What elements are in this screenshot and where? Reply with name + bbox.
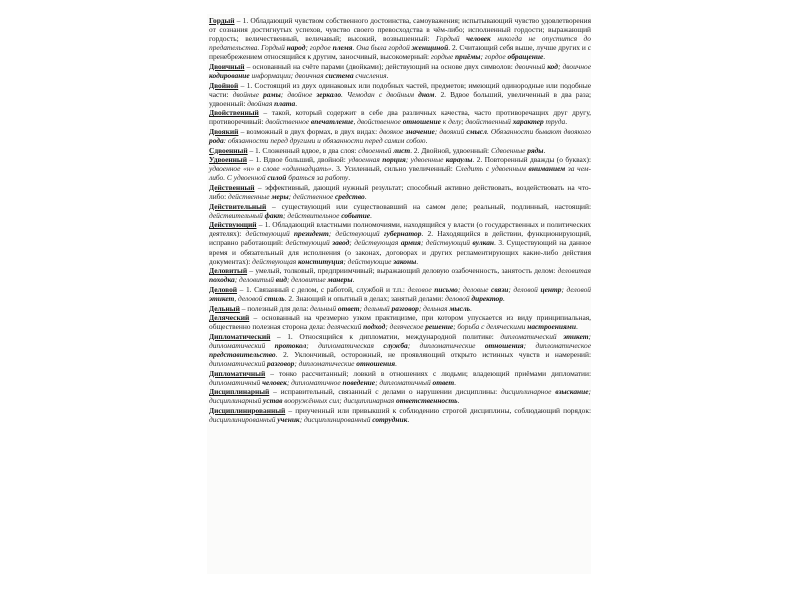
entry-headword: Двоичный <box>209 61 245 71</box>
dictionary-entry <box>209 81 591 108</box>
example-keyword: лист <box>393 145 411 155</box>
example-text: ; действующие <box>343 256 394 266</box>
example-keyword: зеркало <box>316 89 342 99</box>
definition-text: . <box>364 192 367 202</box>
definition-text: . 2. Считающий себя выше, лучше других и с пренебрежением относящийся к другим, заносчивый, высокомерный: <box>209 43 591 62</box>
definition-text: – 1. Связанный с делом, с работой, службой и т.п.: <box>237 284 408 294</box>
definition-text: . <box>348 173 351 183</box>
definition-text: . 2. Повторенный дважды (о буквах): <box>472 155 591 165</box>
definition-text: – приученный или привыкший к соблюдению строгой дисциплины, соблюдающий порядок: <box>285 406 591 416</box>
example-text: деловое <box>407 284 435 294</box>
example-text: ; дипломатические <box>407 340 485 350</box>
example-keyword: рода <box>209 135 224 145</box>
example-keyword: взыскание <box>555 387 589 397</box>
example-keyword: ответственность <box>396 396 458 406</box>
example-keyword: средство <box>335 192 365 202</box>
dictionary-entry <box>209 406 591 424</box>
dictionary-column <box>207 14 591 424</box>
example-keyword: народ <box>286 43 306 53</box>
example-text: ; дисциплинарный <box>209 387 591 406</box>
definition-text: – полезный для дела: <box>239 303 311 313</box>
example-text: . Обязанности бывают двоякого <box>486 126 591 136</box>
example-keyword: вниманием <box>528 164 566 174</box>
dictionary-entry <box>209 220 591 265</box>
example-text: двоякое <box>379 126 406 136</box>
definition-text: – 1. Обладающий властными полномочиями, находящийся у власти (о государственных и политических деятелях): <box>209 220 591 239</box>
example-text: ; деловой <box>561 284 591 294</box>
definition-text: . 2. Вдвое больший, увеличенный в два раза; удвоенный: <box>209 89 591 108</box>
entry-headword: Дисциплинарный <box>209 387 270 397</box>
example-keyword: отношения <box>356 359 396 369</box>
example-keyword: смысл <box>466 126 487 136</box>
example-text: ; дисциплинированный <box>299 415 373 425</box>
example-text: . Чемодан с двойным <box>341 89 419 99</box>
example-text: действующая <box>252 256 299 266</box>
example-text: деловитая <box>557 266 591 276</box>
example-keyword: меры <box>271 192 289 202</box>
example-text: ; гордое <box>480 52 508 62</box>
example-text: ; дипломатический <box>209 331 591 350</box>
example-keyword: кодирование <box>209 70 250 80</box>
example-text: счисления <box>353 70 387 80</box>
example-keyword: стиль <box>264 293 285 303</box>
definition-text: – 1. Вдвое больший, двойной: <box>246 155 349 165</box>
example-text: Сдвоенные <box>490 145 528 155</box>
example-keyword: настроениями <box>527 322 576 332</box>
entry-headword: Действенный <box>209 183 255 192</box>
example-keyword: поведение <box>342 377 376 387</box>
definition-text: . <box>457 396 460 406</box>
example-text: ; дельный <box>359 303 392 313</box>
example-keyword: этикет <box>209 293 235 303</box>
example-text: ; двойное <box>280 89 317 99</box>
example-keyword: женщиной <box>411 43 449 53</box>
dictionary-entry <box>209 16 591 61</box>
example-keyword: приёмы <box>455 52 481 62</box>
example-text: дисциплинированный <box>209 415 278 425</box>
entry-headword: Дисциплинированный <box>209 406 286 416</box>
example-keyword: рамы <box>263 89 281 99</box>
example-keyword: президент <box>293 229 329 239</box>
dictionary-entry <box>209 183 591 201</box>
example-text: ; двоичное <box>557 61 591 71</box>
example-keyword: дном <box>418 89 435 99</box>
example-keyword: этикет <box>563 331 589 341</box>
definition-text: – возможный в двух формах, в двух видах: <box>238 126 380 136</box>
definition-text: – существующий или существовавший на самом деле; реальный, подлинный, настоящий: <box>266 201 591 211</box>
example-keyword: сотрудник <box>372 415 408 425</box>
definition-text: . <box>543 52 546 62</box>
example-keyword: разговор <box>267 359 295 369</box>
definition-text: – основанный на чрезмерно узком практицизме, при котором упускается из виду принципиальная, общественно полезная сторона дела: <box>209 313 591 332</box>
dictionary-page <box>207 14 591 574</box>
example-keyword: вулкан <box>472 238 495 248</box>
example-keyword: походка <box>209 275 235 285</box>
example-keyword: код <box>547 61 558 71</box>
entry-headword: Двоякий <box>209 126 239 136</box>
example-text: дипломатический <box>209 359 268 369</box>
example-text: деловой <box>445 293 472 303</box>
definition-text: . <box>565 117 568 127</box>
example-text: ; борьба с деляческими <box>453 322 528 332</box>
definition-text: – исправительный, связанный с делами о нарушении дисциплины: <box>269 387 501 397</box>
dictionary-entry <box>209 387 591 405</box>
example-keyword: факт <box>264 210 284 220</box>
definition-text: . <box>370 210 372 220</box>
dictionary-entry <box>209 285 591 303</box>
example-keyword: армия <box>400 238 421 248</box>
example-text: двойные <box>232 89 264 99</box>
dictionary-entry <box>209 146 591 155</box>
entry-headword: Двойной <box>209 80 239 90</box>
definition-text: . <box>395 359 397 369</box>
definition-text: – 1. Состоящий из двух одинаковых или подобных частей, предметов; имеющий одинородные или подобные части: <box>209 80 591 99</box>
example-keyword: ряды <box>527 145 544 155</box>
example-text: сдвоенный <box>358 145 394 155</box>
dictionary-entry <box>209 313 591 331</box>
example-text: ; деляческое <box>385 322 426 332</box>
example-text: ; дипломатическое <box>523 340 591 350</box>
definition-text: – такой, который содержит в себе два различных качества, часто противоречащих друг другу, противоречивый: <box>209 108 591 127</box>
example-keyword: законы <box>393 256 417 266</box>
definition-text: . <box>416 256 419 266</box>
example-text: , двойственное <box>353 117 403 127</box>
dictionary-entry <box>209 332 591 368</box>
example-text: : обязанности перед другими и обязанности перед самим собою <box>223 135 426 145</box>
example-keyword: протокол <box>274 340 307 350</box>
example-keyword: плата <box>274 98 296 108</box>
example-text: ; дипломатическая <box>306 340 384 350</box>
definition-text: . <box>502 293 505 303</box>
entry-headword: Действительный <box>209 201 267 211</box>
definition-text: – тонко рассчитанный; ловкий в отношениях с людьми; владеющий приёмами дипломатии: <box>265 368 591 378</box>
example-text: Следить с удвоенным <box>455 164 529 174</box>
example-text: ; действующий <box>328 229 384 239</box>
definition-text: . 2. Уклончивый, осторожный, не проявляющий открыто истинных чувств и намерений: <box>275 350 591 359</box>
example-keyword: система <box>325 70 354 80</box>
example-keyword: человек <box>262 377 287 387</box>
example-text: ; двоякий <box>434 126 467 136</box>
example-text: ; действительное <box>283 210 342 220</box>
example-text: действенные <box>228 192 272 202</box>
dictionary-entry <box>209 127 591 145</box>
definition-text: . 2. Знающий и опытный в делах; занятый делами: <box>284 293 446 303</box>
entry-headword: Дельный <box>209 303 240 313</box>
definition-text: . <box>470 303 472 313</box>
example-keyword: разговор <box>391 303 419 313</box>
example-text: ; деловитый <box>234 275 276 285</box>
definition-text: . <box>543 145 546 155</box>
example-keyword: подход <box>363 322 386 332</box>
example-keyword: представительство <box>209 350 276 359</box>
example-keyword: ученик <box>277 415 300 425</box>
definition-text: . <box>386 70 389 80</box>
example-keyword: центр <box>540 284 562 294</box>
example-text: Гордый <box>435 34 467 44</box>
example-text: вооружённых сил; дисциплинарная <box>282 396 397 406</box>
example-keyword: решение <box>425 322 454 332</box>
example-text: деляческий <box>326 322 364 332</box>
dictionary-entry <box>209 304 591 313</box>
example-text: ; дипломатичный <box>375 377 433 387</box>
dictionary-entry <box>209 108 591 126</box>
dictionary-entry <box>209 62 591 80</box>
example-text: ; деловитые <box>286 275 328 285</box>
example-keyword: племя <box>332 43 353 53</box>
definition-text: . 3. Существующий на данное время и обязательный для исполнения (о законах, договорах и других регламентирующих какие-либо действия документах): <box>209 238 591 266</box>
example-keyword: ответ <box>432 377 455 387</box>
definition-text: – умелый, толковый, предприимчивый; выражающий деловую озабоченность, занятость делом: <box>247 266 558 276</box>
example-text: , деловой <box>234 293 265 303</box>
entry-headword: Сдвоенный <box>209 145 248 155</box>
example-text: браться за работу <box>286 173 349 183</box>
entry-headword: Деловитый <box>209 266 248 276</box>
example-text: ; действующая <box>349 238 401 248</box>
entry-headword: Дипломатичный <box>209 368 266 378</box>
example-keyword: служба <box>383 340 408 350</box>
example-keyword: отношения <box>484 340 524 350</box>
example-text: дельный <box>310 303 338 313</box>
example-text: за чем-либо. С удвоенной <box>209 164 591 183</box>
definition-text: – 1. Сложенный вдвое, в два слоя: <box>247 145 359 155</box>
example-text: ; гордое <box>305 43 333 53</box>
example-text: ; деловые <box>457 284 492 294</box>
example-keyword: конституция <box>298 256 344 266</box>
definition-text: . <box>425 135 428 145</box>
dictionary-entry <box>209 202 591 220</box>
example-text: к делу; двойственный <box>440 117 513 127</box>
example-keyword: устав <box>263 396 283 406</box>
definition-text: . <box>295 98 298 108</box>
definition-text: . <box>454 377 456 387</box>
definition-text: – 1. Обладающий чувством собственного достоинства, самоуважения; испытывающий чувство удовлетворения от сознания достигнутых успехов, чувство своего превосходства в чём-либо; исполненный гордости; выражающий гордость; величественный, величавый; высокий, возвышенный: <box>209 16 591 44</box>
example-text: дипломатичный <box>209 377 263 387</box>
example-keyword: караулы <box>445 155 473 165</box>
example-keyword: значение <box>405 126 435 136</box>
dictionary-entry <box>209 369 591 387</box>
definition-text: . 2. Двойной, удвоенный: <box>410 145 491 155</box>
definition-text: . 2. Находящийся в действии, функционирующий, исправно работающий: <box>209 229 591 248</box>
example-text: двойственное <box>265 117 311 127</box>
example-text: двойная <box>247 98 275 108</box>
example-text: гордые <box>430 52 456 62</box>
example-text: ; действующий <box>420 238 473 248</box>
example-keyword: завод <box>332 238 350 248</box>
entry-headword: Действующий <box>209 220 257 230</box>
definition-text: – эффективный, дающий нужный результат; способный активно действовать, воздействовать на что-либо: <box>209 183 591 202</box>
example-keyword: характер <box>512 117 544 127</box>
definition-text: . <box>575 322 578 332</box>
example-keyword: силой <box>267 173 287 183</box>
example-keyword: манеры <box>327 275 353 285</box>
definition-text: – основанный на счёте парами (двойками); действующий на основе двух символов: <box>244 61 515 71</box>
example-keyword: вид <box>275 275 287 285</box>
definition-text: . 3. Усиленный, сильно увеличенный: <box>331 164 456 174</box>
example-keyword: событие <box>341 210 371 220</box>
example-text: ; деловой <box>508 284 541 294</box>
dictionary-entry <box>209 266 591 284</box>
example-keyword: связи <box>491 284 509 294</box>
example-text: дисциплинарное <box>500 387 556 397</box>
definition-text: . <box>407 415 410 425</box>
example-text: ; дипломатичное <box>286 377 343 387</box>
example-keyword: человек <box>466 34 491 44</box>
entry-headword: Дипломатический <box>209 331 271 341</box>
entry-headword: Деловой <box>209 284 238 294</box>
example-keyword: отношение <box>402 117 441 127</box>
example-text: ; дипломатические <box>294 359 357 369</box>
example-text: никогда не опустится до предательства. Гордый <box>209 34 591 53</box>
entry-headword: Удвоенный <box>209 155 247 165</box>
dictionary-entry <box>209 155 591 182</box>
example-keyword: обращение <box>507 52 544 62</box>
example-keyword: письмо <box>434 284 458 294</box>
example-text: ; дельная <box>418 303 450 313</box>
example-text: . Она была гордой <box>352 43 412 53</box>
entry-headword: Двойственный <box>209 108 259 118</box>
example-keyword: мысль <box>449 303 471 313</box>
example-keyword: порция <box>382 155 406 165</box>
example-text: действующий <box>285 238 333 248</box>
entry-headword: Гордый <box>209 16 235 25</box>
example-text: удвоенное «н» в слове «одиннадцать» <box>209 164 332 174</box>
example-text: удвоенная <box>348 155 383 165</box>
example-keyword: директор <box>471 293 503 303</box>
example-text: действующий <box>245 229 294 239</box>
example-keyword: впечатление <box>310 117 354 127</box>
example-text: информации; двоичная <box>249 70 326 80</box>
example-text: действительный <box>209 210 265 220</box>
example-keyword: ответ <box>337 303 360 313</box>
definition-text: – 1. Относящийся к дипломатии, международной политике: <box>270 331 501 341</box>
example-text: двоичный <box>514 61 548 71</box>
example-text: дипломатический <box>500 331 564 341</box>
example-text: труда <box>543 117 566 127</box>
definition-text: . <box>352 275 355 285</box>
example-keyword: губернатор <box>383 229 422 239</box>
example-text: ; удвоенные <box>405 155 446 165</box>
entry-headword: Деляческий <box>209 313 250 323</box>
example-text: ; действенное <box>288 192 336 202</box>
